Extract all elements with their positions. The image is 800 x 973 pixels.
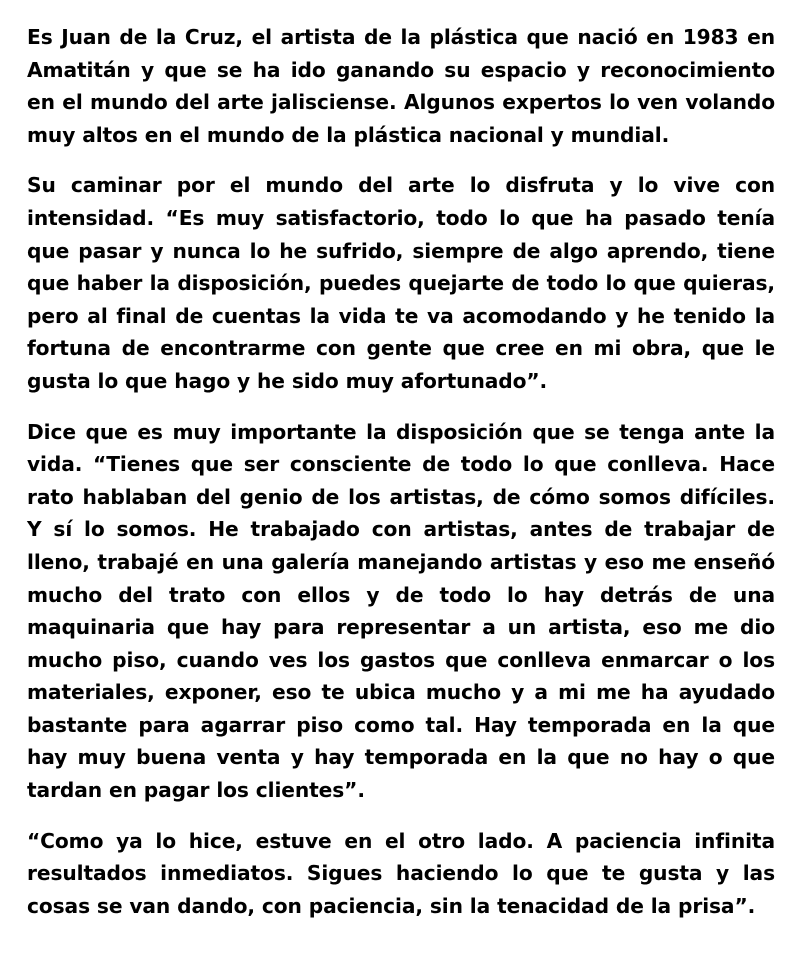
- paragraph-intro: Es Juan de la Cruz, el artista de la plástica que nació en 1983 en Amatitán y que se ha ido ganando su espacio y reconocimiento en el mundo del arte jalisciense. Algunos expertos lo ven volando muy altos en el mundo de la plástica nacional y mundial.: [27, 25, 775, 147]
- article-body: [27, 21, 775, 922]
- paragraph-art-journey: Su caminar por el mundo del arte lo disfruta y lo vive con intensidad. “Es muy satisfactorio, todo lo que ha pasado tenía que pasar y nunca lo he sufrido, siempre de algo aprendo, tiene que haber la disposición, puedes quejarte de todo lo que quieras, pero al final de cuentas la vida te va acomodando y he tenido la fortuna de encontrarme con gente que cree en mi obra, que le gusta lo que hago y he sido muy afortunado”.: [27, 173, 775, 393]
- paragraph-patience-quote: “Como ya lo hice, estuve en el otro lado. A paciencia infinita resultados inmediatos. Sigues haciendo lo que te gusta y las cosas se van dando, con paciencia, sin la tenacidad de la prisa”.: [27, 828, 775, 918]
- paragraph-disposition: Dice que es muy importante la disposición que se tenga ante la vida. “Tienes que ser consciente de todo lo que conlleva. Hace rato hablaban del genio de los artistas, de cómo somos difíciles. Y sí lo somos. He trabajado con artistas, antes de trabajar de lleno, trabajé en una galería manejando artistas y eso me enseñó mucho del trato con ellos y de todo lo hay detrás de una maquinaria que hay para representar a un artista, eso me dio mucho piso, cuando ves los gastos que conlleva enmarcar o los materiales, exponer, eso te ubica mucho y a mi me ha ayudado bastante para agarrar piso como tal. Hay temporada en la que hay muy buena venta y hay temporada en la que no hay o que tardan en pagar los clientes”.: [27, 419, 775, 803]
